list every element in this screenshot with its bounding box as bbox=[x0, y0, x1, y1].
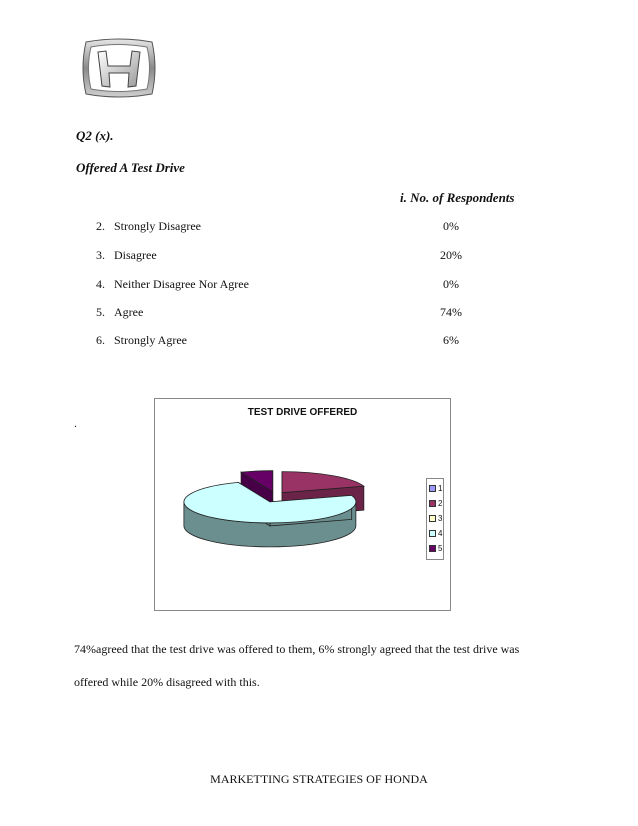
row-label: Strongly Agree bbox=[114, 333, 187, 347]
question-title: Q2 (x). bbox=[76, 128, 114, 143]
row-value: 74% bbox=[440, 305, 462, 319]
legend-label: 5 bbox=[438, 544, 443, 553]
row-number: 6. bbox=[96, 333, 105, 347]
legend-swatch bbox=[429, 500, 436, 507]
legend-item-5 bbox=[429, 543, 442, 555]
table-row bbox=[96, 277, 496, 293]
table-row bbox=[96, 333, 496, 349]
legend-label: 2 bbox=[438, 499, 443, 508]
paragraph-line-2: offered while 20% disagreed with this. bbox=[74, 675, 260, 689]
row-label: Disagree bbox=[114, 248, 157, 262]
row-value: 6% bbox=[443, 333, 459, 347]
chart-title: TEST DRIVE OFFERED bbox=[247, 407, 358, 418]
respondents-header: i. No. of Respondents bbox=[400, 190, 515, 205]
row-label: Neither Disagree Nor Agree bbox=[114, 277, 249, 291]
row-number: 2. bbox=[96, 219, 105, 233]
table-row bbox=[96, 248, 496, 264]
legend-label: 4 bbox=[438, 529, 443, 538]
table-row bbox=[96, 305, 496, 321]
page-footer: MARKETTING STRATEGIES OF HONDA bbox=[210, 772, 428, 786]
stray-dot: . bbox=[74, 416, 77, 430]
legend-item-4 bbox=[429, 528, 442, 540]
chart-legend bbox=[426, 478, 444, 560]
pie-chart bbox=[154, 398, 451, 611]
row-number: 3. bbox=[96, 248, 105, 262]
legend-swatch bbox=[429, 515, 436, 522]
row-label: Strongly Disagree bbox=[114, 219, 201, 233]
table-row bbox=[96, 219, 496, 235]
legend-item-3 bbox=[429, 513, 442, 525]
legend-item-1 bbox=[429, 483, 442, 495]
row-label: Agree bbox=[114, 305, 144, 319]
question-subtitle: Offered A Test Drive bbox=[76, 160, 185, 175]
pie-chart-svg bbox=[155, 399, 450, 610]
row-number: 5. bbox=[96, 305, 105, 319]
row-value: 0% bbox=[443, 277, 459, 291]
legend-swatch bbox=[429, 485, 436, 492]
legend-swatch bbox=[429, 530, 436, 537]
honda-logo-icon bbox=[80, 38, 158, 100]
legend-item-2 bbox=[429, 498, 442, 510]
legend-label: 3 bbox=[438, 514, 443, 523]
paragraph-line-1: 74%agreed that the test drive was offered to them, 6% strongly agreed that the test drive was bbox=[74, 642, 520, 656]
legend-label: 1 bbox=[438, 484, 443, 493]
row-value: 20% bbox=[440, 248, 462, 262]
legend-swatch bbox=[429, 545, 436, 552]
row-value: 0% bbox=[443, 219, 459, 233]
row-number: 4. bbox=[96, 277, 105, 291]
